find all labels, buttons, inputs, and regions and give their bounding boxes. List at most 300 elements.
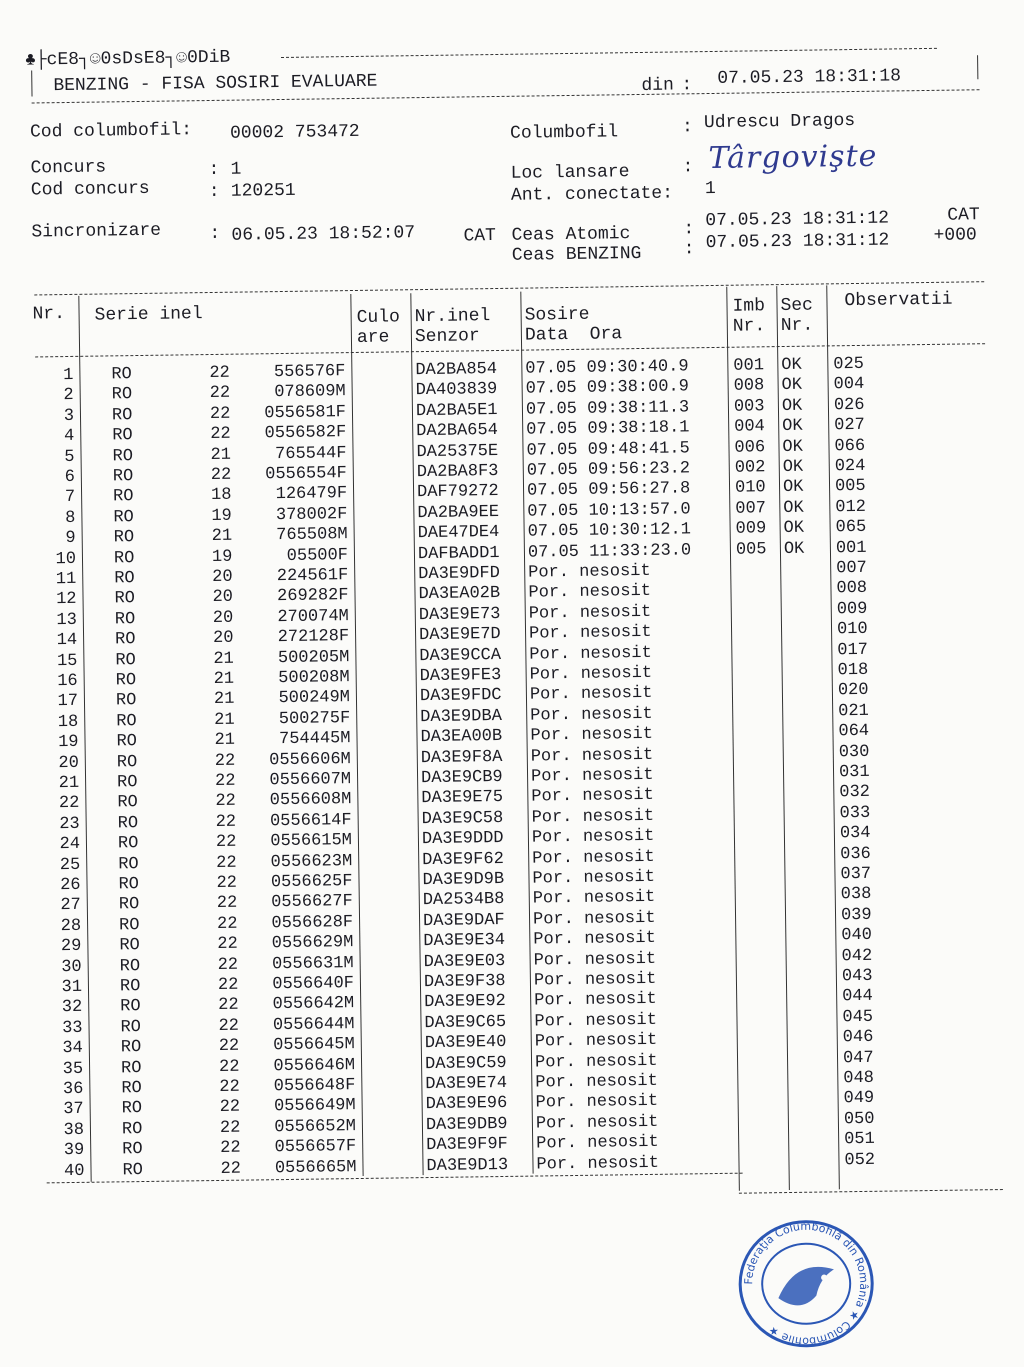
col-sosire-header-2: Data Ora	[524, 324, 623, 346]
row-nr: 25	[59, 855, 81, 875]
row-sensor-id: DA3E9FDC	[419, 686, 502, 707]
row-nr: 10	[55, 549, 77, 569]
row-country: RO	[119, 977, 141, 997]
row-observation: 021	[838, 701, 869, 722]
row-nr: 27	[60, 896, 81, 916]
row-ring-series: 0556665M	[274, 1157, 357, 1178]
row-year: 22	[209, 363, 230, 384]
columbofil-label: Columbofil	[509, 122, 619, 144]
row-observation: 064	[838, 722, 870, 742]
row-observation: 044	[842, 987, 873, 1007]
row-observation: 008	[836, 579, 868, 599]
row-arrival: 07.05 09:38:00.9	[525, 377, 690, 400]
row-country: RO	[118, 875, 140, 895]
ceas-benzing-value: 07.05.23 18:31:12	[705, 230, 890, 254]
row-ring-series: 0556554F	[265, 464, 347, 485]
row-sec-status: OK	[783, 539, 805, 559]
report-page: ♣├cE8┐☺0sDsE8┐☺0DiB BENZING - FISA SOSIRI EVALUARE din : 07.05.23 18:31:18 Cod columbofil: 00002 753472 Columbofil : Udrescu Dragos Concurs : 1 Cod concurs : 120251 Loc lansare : Târgovişte Ant. conectate: 1 Sincronizare : 06.05.23 18:52:07 CAT Ceas Atomic : 07.05.23 18:31:12 CAT Ceas BENZING : 07.05.23 18:31:12 +000 Nr. Serie inel Culo are Nr.inel Senzor Sosire Data Ora Imb Nr. Sec Nr. Observatii 1 RO 22 556576F DA2BA854 07.05 09:30:40.9 001 OK 025 2 RO 22 078609M DA403839 07.05 09:38:00.9 008 OK 004 3 RO 22 0556581F DA2BA5E1 07.05 09:38:11.3 003 OK 026 4 RO 22 0556582F DA2BA654 07.05 09:38:18.1 004 OK 027 5 RO 21 765544F DA25375E 07.05 09:48:41.5 006 OK 066 6 RO 22 0556554F DA2BA8F3 07.05 09:56:23.2 002 OK 024 7 RO 18 126479F DAF79272 07.05 09:56:27.8 010 OK 005 8 RO 19 378002F DA2BA9EE 07.05 10:13:57.0 007 OK 012 9 RO 21 765508M DAE47DE4 07.05 10:30:12.1 009 OK 065 10 RO 19 05500F DAFBADD1 07.05 11:33:23.0 005 OK 001 11 RO 20 224561F DA3E9DFD Por. nesosit 007 12 RO 20 269282F DA3EA02B Por. nesosit 008 13 RO 20 270074M DA3E9E73 Por. nesosit 009 14 RO 20 272128F DA3E9E7D Por. nesosit 010 15 RO 21 500205M DA3E9CCA Por. nesosit 017 16 RO 21 500208M DA3E9FE3 Por. nesosit 018 17 RO 21 500249M DA3E9FDC Por. nesosit 020 18 RO 21 500275F DA3E9DBA Por. nesosit 021 19 RO 21 754445M DA3EA00B Por. nesosit 064 20 RO 22 0556606M DA3E9F8A Por. nesosit 030 21 RO 22 0556607M DA3E9CB9 Por. nesosit 031 22 RO 22 0556608M DA3E9E75 Por. nesosit 032 23 RO 22 0556614F DA3E9C58 Por. nesosit 033 24 RO 22 0556615M DA3E9DDD Por. nesosit 034 25 RO 22 0556623M DA3E9F62 Por. nesosit 036 26 RO 22 0556625F DA3E9D9B Por. nesosit 037 27 RO 22 0556627F DA2534B8 Por. nesosit 038 28 RO 22 0556628F DA3E9DAF Por. nesosit 039 29 RO 22 0556629M DA3E9E34 Por. nesosit 040 30 RO 22 0556631M DA3E9E03 Por. nesosit 042 31 RO 22 0556640F DA3E9F38 Por. nesosit 043 32 RO 22 0556642M DA3E9E92 Por. nesosit 044 33 RO 22 0556644M DA3E9C65 Por. nesosit 045 34 RO 22 0556645M DA3E9E40 Por. nesosit 046 35 RO 22 0556646M DA3E9C59 Por. nesosit 047 36 RO 22 0556648F DA3E9E74 Por. nesosit 048 37 RO 22 0556649M DA3E9E96 Por. nesosit 049 38 RO 22 0556652M DA3E9DB9 Por. nesosit 050 39 RO 22 0556657F DA3E9F9F Por. nesosit 051 40 RO 22 0556665M DA3E9D13 Por. nesosit 052 Federaţia Columbofilă din România ★ Columbofilie ★	[0, 0, 1024, 1367]
row-country: RO	[116, 773, 138, 793]
row-sensor-id: DA3E9C59	[424, 1053, 507, 1074]
row-arrival: Por. nesosit	[533, 949, 657, 971]
sincronizare-value: 06.05.23 18:52:07	[231, 223, 416, 246]
row-sensor-id: DA3E9E7D	[418, 625, 501, 646]
row-year: 22	[220, 1138, 241, 1159]
concurs-label: Concurs	[30, 157, 107, 179]
row-sensor-id: DA3EA00B	[420, 727, 503, 748]
row-observation: 031	[838, 762, 870, 783]
row-sensor-id: DAF79272	[416, 482, 499, 503]
ceas-atomic-value: 07.05.23 18:31:12	[705, 208, 890, 232]
row-sensor-id: DA3E9D9B	[422, 869, 505, 891]
row-year: 22	[220, 1159, 242, 1179]
row-sensor-id: DA403839	[415, 380, 498, 401]
row-ring-series: 0556652M	[274, 1116, 357, 1137]
row-year: 21	[211, 526, 233, 547]
row-arrival: Por. nesosit	[533, 969, 657, 991]
row-ring-series: 0556628F	[271, 912, 354, 934]
col-sec-header-2: Nr.	[780, 315, 814, 337]
row-nr: 24	[59, 835, 81, 855]
cod-concurs-value: 120251	[230, 180, 296, 202]
row-year: 22	[218, 1016, 240, 1036]
row-year: 22	[215, 812, 237, 832]
row-country: RO	[118, 915, 140, 936]
row-arrival: 07.05 11:33:23.0	[527, 540, 692, 563]
row-nr: 37	[63, 1100, 84, 1120]
row-sec-status: OK	[783, 498, 804, 518]
table-bottom-rule-right	[739, 1189, 1003, 1194]
row-arrival: 07.05 09:56:27.8	[526, 479, 691, 501]
row-nr: 31	[61, 977, 83, 998]
row-nr: 13	[56, 610, 77, 630]
row-ring-series: 0556607M	[269, 770, 352, 791]
row-arrival: 07.05 09:56:23.2	[526, 459, 691, 481]
row-year: 22	[219, 1098, 241, 1118]
row-observation: 036	[840, 844, 871, 864]
row-ring-series: 0556640F	[272, 974, 355, 995]
row-year: 21	[214, 730, 236, 751]
row-arrival: 07.05 09:30:40.9	[525, 357, 689, 379]
row-ring-series: 269282F	[276, 586, 349, 607]
row-ring-series: 05500F	[286, 545, 349, 566]
row-ring-series: 0556631M	[271, 953, 354, 974]
loc-lansare-handwritten: Târgovişte	[708, 138, 878, 177]
row-arrival: Por. nesosit	[532, 888, 656, 909]
row-nr: 23	[59, 814, 80, 834]
row-arrival: Por. nesosit	[534, 990, 657, 1011]
col-nr-header: Nr.	[32, 304, 66, 325]
row-ring-series: 0556646M	[273, 1055, 356, 1076]
row-observation: 012	[835, 497, 867, 518]
row-year: 22	[218, 996, 239, 1016]
table-top-rule	[34, 281, 984, 295]
row-nr: 4	[63, 427, 75, 447]
row-observation: 005	[834, 477, 866, 497]
row-ring-series: 0556582F	[264, 423, 347, 444]
row-imb-nr: 005	[735, 539, 767, 560]
row-sensor-id: DA3E9E73	[418, 604, 501, 625]
sincronizare-label: Sincronizare	[31, 220, 162, 243]
row-observation: 046	[842, 1028, 874, 1048]
row-year: 22	[219, 1118, 241, 1138]
row-ring-series: 0556581F	[264, 402, 347, 424]
row-observation: 050	[843, 1109, 875, 1130]
ant-conectate-value: 1	[704, 178, 716, 200]
row-sensor-id: DA3E9E74	[425, 1073, 508, 1095]
row-ring-series: 500208M	[278, 668, 350, 689]
row-country: RO	[121, 1119, 143, 1140]
row-nr: 19	[58, 733, 79, 753]
row-observation: 049	[843, 1089, 875, 1109]
row-year: 22	[218, 1057, 240, 1077]
row-arrival: Por. nesosit	[534, 1051, 658, 1073]
row-observation: 027	[834, 416, 865, 436]
row-ring-series: 0556627F	[271, 892, 353, 913]
row-ring-series: 765508M	[276, 525, 348, 546]
row-ring-series: 272128F	[277, 627, 350, 648]
row-sec-status: OK	[782, 437, 804, 457]
row-ring-series: 754445M	[278, 729, 351, 750]
row-arrival: Por. nesosit	[534, 1031, 658, 1052]
row-imb-nr: 004	[734, 417, 765, 437]
row-nr: 22	[58, 794, 80, 814]
row-country: RO	[120, 1038, 142, 1058]
row-nr: 11	[55, 569, 77, 590]
row-ring-series: 0556648F	[273, 1076, 356, 1097]
row-nr: 6	[64, 467, 75, 488]
row-arrival: Por. nesosit	[528, 582, 652, 603]
header-top-rule	[281, 48, 937, 58]
row-nr: 40	[63, 1161, 85, 1181]
ceas-benzing-label: Ceas BENZING	[511, 243, 642, 266]
row-observation: 039	[840, 905, 872, 926]
row-nr: 18	[57, 712, 79, 732]
din-label: din	[641, 75, 674, 96]
row-arrival: Por. nesosit	[535, 1112, 659, 1134]
row-imb-nr: 001	[733, 356, 765, 376]
row-observation: 042	[841, 946, 873, 966]
header-code-line: ♣├cE8┐☺0sDsE8┐☺0DiB	[24, 47, 231, 71]
row-nr: 12	[56, 590, 77, 610]
row-nr: 9	[65, 529, 76, 549]
row-ring-series: 126479F	[275, 484, 348, 505]
row-ring-series: 0556623M	[270, 851, 353, 872]
cod-columbofil-label: Cod columbofil:	[29, 120, 193, 143]
row-ring-series: 0556642M	[272, 994, 355, 1015]
header-right-border	[977, 55, 978, 79]
row-year: 22	[209, 404, 231, 424]
row-sec-status: OK	[782, 416, 803, 437]
row-ring-series: 0556606M	[269, 749, 351, 770]
row-sensor-id: DA3E9F9F	[426, 1135, 508, 1156]
row-nr: 33	[62, 1018, 83, 1038]
row-ring-series: 500205M	[277, 647, 350, 668]
row-nr: 15	[56, 651, 78, 671]
row-year: 22	[217, 934, 238, 955]
ceas-atomic-label: Ceas Atomic	[511, 224, 631, 246]
row-country: RO	[119, 936, 140, 956]
row-observation: 051	[844, 1129, 875, 1150]
row-country: RO	[112, 487, 134, 507]
row-year: 18	[210, 486, 232, 506]
row-year: 20	[212, 628, 234, 649]
row-ring-series: 0556608M	[269, 790, 352, 811]
row-sensor-id: DA2BA9EE	[417, 502, 500, 523]
row-country: RO	[111, 385, 133, 405]
row-observation: 026	[833, 395, 865, 416]
row-year: 19	[211, 506, 232, 526]
row-observation: 018	[837, 660, 869, 681]
row-arrival: Por. nesosit	[533, 929, 656, 950]
row-year: 20	[212, 567, 233, 588]
row-country: RO	[122, 1160, 144, 1180]
row-arrival: Por. nesosit	[528, 623, 652, 644]
row-year: 20	[212, 588, 234, 608]
row-observation: 020	[837, 681, 869, 701]
row-arrival: Por. nesosit	[530, 765, 654, 787]
row-sensor-id: DA3EA02B	[418, 584, 501, 605]
row-year: 21	[213, 690, 235, 710]
row-arrival: Por. nesosit	[536, 1133, 659, 1154]
row-observation: 025	[833, 354, 865, 375]
row-sec-status: OK	[783, 518, 805, 539]
row-year: 22	[209, 384, 231, 404]
cod-concurs-label: Cod concurs	[30, 178, 150, 201]
header-left-border	[31, 70, 32, 96]
row-observation: 001	[835, 538, 867, 558]
row-sec-status: OK	[781, 396, 803, 416]
ceas-benzing-offset: +000	[933, 225, 977, 246]
row-ring-series: 556576F	[273, 362, 346, 383]
row-ring-series: 0556649M	[273, 1096, 356, 1117]
federation-stamp	[735, 1217, 877, 1351]
row-year: 22	[214, 771, 236, 791]
col-obs-header: Observatii	[844, 289, 953, 312]
row-arrival: 07.05 10:30:12.1	[527, 520, 692, 542]
ant-conectate-label: Ant. conectate:	[510, 183, 674, 206]
row-nr: 1	[63, 365, 74, 386]
row-arrival: Por. nesosit	[531, 786, 654, 807]
row-sensor-id: DA3E9DB9	[425, 1114, 508, 1135]
col-sec-header-1: Sec	[780, 295, 814, 317]
row-nr: 38	[63, 1120, 85, 1140]
row-year: 21	[214, 710, 235, 730]
row-ring-series: 224561F	[276, 566, 349, 587]
row-country: RO	[117, 793, 138, 813]
row-arrival: Por. nesosit	[530, 725, 654, 746]
row-country: RO	[115, 691, 137, 711]
row-sensor-id: DA3E9F8A	[420, 747, 503, 768]
col-imb-header-2: Nr.	[732, 316, 766, 337]
row-ring-series: 765544F	[274, 443, 347, 464]
row-imb-nr: 007	[735, 499, 767, 519]
row-observation: 010	[836, 620, 868, 640]
row-observation: 034	[839, 824, 871, 844]
row-country: RO	[115, 671, 137, 691]
row-country: RO	[119, 956, 141, 976]
row-sec-status: OK	[781, 355, 802, 376]
row-year: 19	[211, 547, 233, 567]
row-year: 22	[214, 751, 236, 771]
row-year: 21	[210, 445, 232, 465]
row-sensor-id: DA3E9DFD	[418, 563, 500, 585]
row-observation: 043	[841, 966, 873, 987]
row-arrival: 07.05 09:48:41.5	[526, 438, 690, 461]
col-nrinel-header-1: Nr.inel	[414, 306, 491, 328]
row-arrival: Por. nesosit	[529, 663, 653, 685]
row-nr: 28	[60, 916, 82, 936]
col-serie-header: Serie inel	[94, 304, 203, 326]
row-country: RO	[116, 732, 138, 752]
row-year: 22	[210, 424, 231, 445]
row-observation: 004	[833, 375, 865, 395]
row-sensor-id: DA2BA854	[415, 360, 498, 381]
row-nr: 5	[64, 447, 75, 467]
row-nr: 7	[64, 488, 76, 508]
row-ring-series: 0556614F	[269, 810, 352, 832]
row-country: RO	[116, 752, 138, 772]
row-sensor-id: DA3E9E96	[425, 1094, 508, 1115]
row-country: RO	[120, 1017, 142, 1038]
row-observation: 038	[840, 885, 872, 905]
row-country: RO	[113, 548, 135, 568]
row-sensor-id: DA3E9C65	[424, 1012, 507, 1033]
row-year: 22	[219, 1077, 240, 1097]
row-arrival: 07.05 09:38:18.1	[526, 418, 690, 440]
row-nr: 3	[63, 406, 75, 426]
row-country: RO	[122, 1140, 143, 1160]
row-year: 22	[216, 853, 237, 873]
row-arrival: Por. nesosit	[531, 827, 655, 848]
row-ring-series: 500249M	[278, 688, 351, 709]
concurs-value: 1	[230, 159, 242, 180]
row-arrival: Por. nesosit	[534, 1010, 658, 1032]
row-arrival: Por. nesosit	[532, 867, 656, 889]
row-sensor-id: DA2BA5E1	[415, 400, 498, 421]
row-arrival: Por. nesosit	[532, 908, 656, 930]
stamp-text: Federaţia Columbofilă din România ★ Columbofilie ★	[742, 1219, 871, 1348]
row-year: 22	[217, 975, 239, 995]
row-country: RO	[111, 365, 132, 385]
row-sensor-id: DA2BA8F3	[416, 462, 499, 483]
row-nr: 2	[63, 386, 74, 406]
row-sensor-id: DA3E9E75	[421, 788, 504, 809]
row-ring-series: 500275F	[278, 708, 351, 729]
row-sensor-id: DA3E9E92	[424, 992, 506, 1013]
row-imb-nr: 003	[733, 397, 765, 417]
cod-columbofil-value: 00002 753472	[229, 121, 360, 144]
row-ring-series: 378002F	[275, 504, 348, 525]
row-arrival: Por. nesosit	[535, 1092, 659, 1113]
row-observation: 032	[839, 783, 871, 803]
row-nr: 20	[58, 753, 79, 773]
row-country: RO	[120, 997, 141, 1017]
col-culoare-header-2: are	[356, 327, 390, 348]
row-nr: 17	[57, 692, 79, 712]
row-sensor-id: DA25375E	[416, 441, 499, 462]
row-arrival: Por. nesosit	[535, 1071, 658, 1093]
row-arrival: Por. nesosit	[528, 561, 651, 583]
row-sensor-id: DA3E9E03	[423, 951, 506, 972]
row-ring-series: 078609M	[274, 382, 346, 403]
row-imb-nr: 009	[735, 519, 767, 539]
row-nr: 34	[62, 1039, 83, 1059]
row-imb-nr: 002	[734, 458, 766, 478]
row-sec-status: OK	[781, 376, 803, 396]
row-country: RO	[117, 834, 139, 854]
row-arrival: Por. nesosit	[529, 684, 653, 705]
row-sensor-id: DA3E9DDD	[421, 829, 504, 850]
row-country: RO	[114, 589, 136, 609]
row-nr: 16	[57, 671, 78, 692]
row-country: RO	[114, 609, 136, 630]
row-arrival: Por. nesosit	[529, 643, 652, 665]
row-year: 22	[217, 955, 239, 975]
row-year: 22	[216, 894, 238, 914]
row-country: RO	[114, 630, 136, 650]
row-sensor-id: DA3E9E34	[423, 931, 506, 952]
row-imb-nr: 010	[734, 478, 766, 499]
row-observation: 017	[837, 640, 869, 660]
row-sensor-id: DAE47DE4	[417, 523, 500, 544]
row-country: RO	[112, 446, 134, 466]
row-year: 22	[216, 914, 238, 934]
row-nr: 14	[56, 631, 78, 651]
row-sensor-id: DA3E9CCA	[419, 645, 502, 666]
row-country: RO	[115, 650, 136, 670]
row-arrival: Por. nesosit	[530, 704, 653, 726]
row-ring-series: 0556629M	[271, 933, 354, 954]
row-observation: 040	[841, 926, 873, 946]
row-observation: 033	[839, 803, 871, 824]
row-nr: 32	[61, 998, 83, 1018]
row-country: RO	[111, 405, 133, 426]
row-sensor-id: DA3E9F62	[422, 849, 504, 870]
row-country: RO	[118, 854, 139, 874]
row-sensor-id: DA3E9DBA	[420, 706, 502, 727]
row-arrival: 07.05 09:38:11.3	[525, 398, 690, 420]
din-value: 07.05.23 18:31:18	[717, 66, 902, 89]
row-observation: 065	[835, 518, 867, 538]
row-country: RO	[113, 507, 134, 528]
row-nr: 36	[62, 1079, 84, 1100]
row-year: 22	[215, 792, 236, 812]
row-nr: 26	[60, 875, 81, 896]
row-country: RO	[121, 1079, 142, 1099]
row-observation: 047	[842, 1048, 874, 1068]
columbofil-value: Udrescu Dragos	[703, 110, 856, 134]
row-ring-series: 0556645M	[273, 1035, 355, 1056]
row-year: 22	[216, 873, 238, 893]
row-country: RO	[116, 711, 137, 732]
row-country: RO	[117, 813, 139, 834]
row-nr: 29	[60, 937, 82, 957]
row-sensor-id: DA3E9C58	[421, 808, 504, 829]
row-nr: 8	[65, 508, 76, 528]
row-observation: 048	[843, 1068, 875, 1089]
row-arrival: Por. nesosit	[532, 847, 655, 869]
row-arrival: Por. nesosit	[530, 745, 654, 767]
row-country: RO	[112, 426, 133, 446]
ceas-atomic-tz: CAT	[947, 205, 980, 226]
row-nr: 35	[62, 1059, 84, 1079]
row-arrival: Por. nesosit	[528, 602, 652, 624]
row-nr: 30	[61, 957, 82, 977]
row-sensor-id: DA3E9CB9	[420, 767, 503, 789]
row-ring-series: 0556657F	[274, 1137, 357, 1158]
row-sensor-id: DA3E9DAF	[422, 910, 505, 931]
row-sensor-id: DA2534B8	[422, 890, 505, 911]
